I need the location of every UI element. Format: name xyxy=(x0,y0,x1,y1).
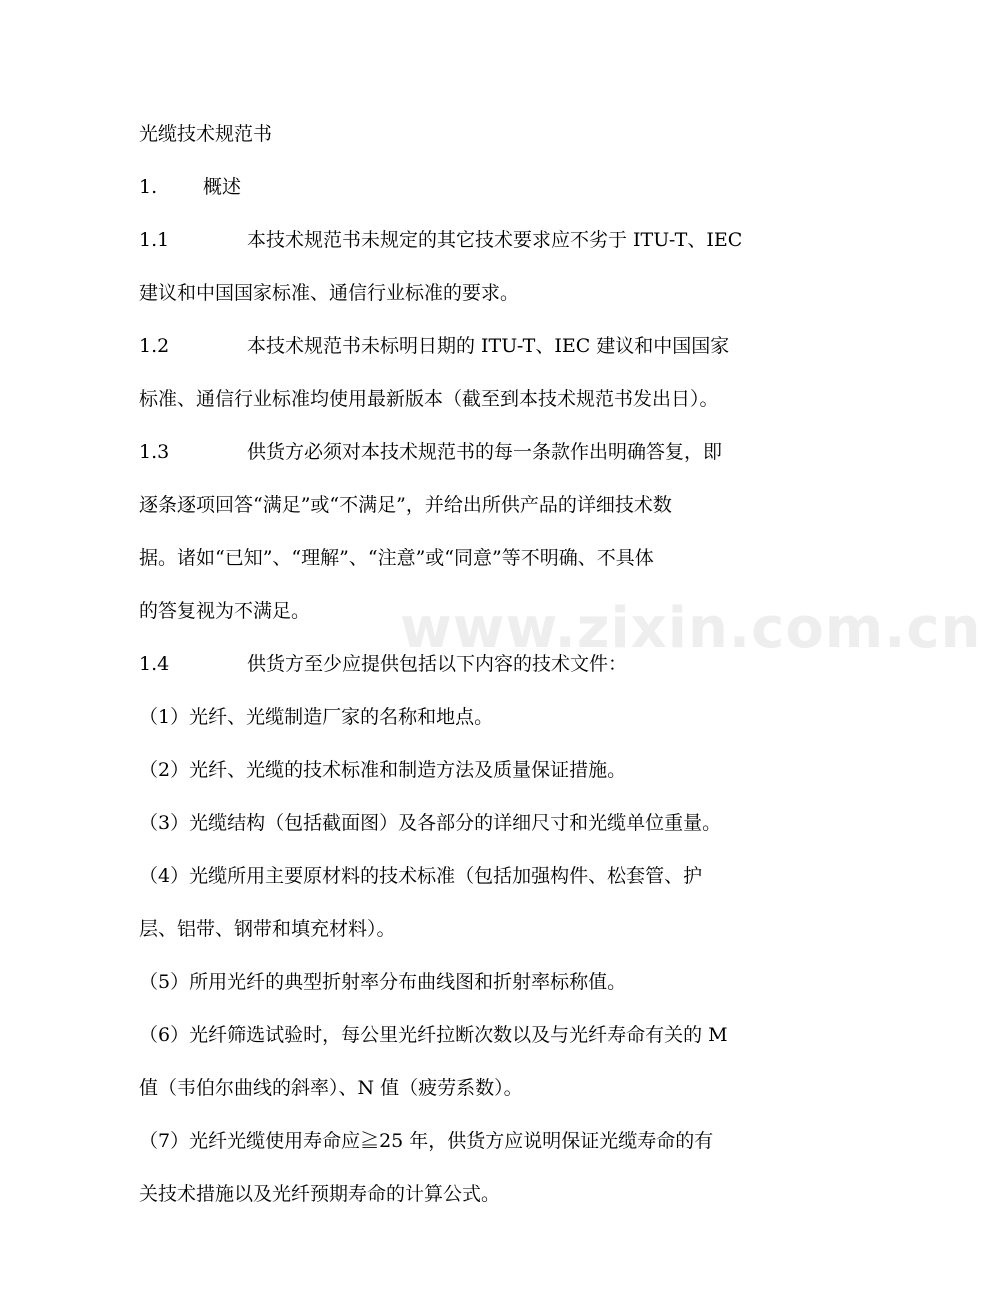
clause-line: 据。诸如“已知”、“理解”、“注意”或“同意”等不明确、不具体 xyxy=(139,547,654,569)
section-label: 概述 xyxy=(203,176,242,198)
section-number: 1. xyxy=(139,176,158,198)
clause-first-line xyxy=(139,224,783,256)
clause-line: 标准、通信行业标准均使用最新版本（截至到本技术规范书发出日）。 xyxy=(139,388,719,410)
clause-number: 1.3 xyxy=(139,441,170,463)
document-body xyxy=(139,118,783,1231)
clause-number: 1.1 xyxy=(139,229,170,251)
list-item-line: （7）光纤光缆使用寿命应≧25 年，供货方应说明保证光缆寿命的有 xyxy=(139,1130,714,1152)
clause-text: 供货方必须对本技术规范书的每一条款作出明确答复，即 xyxy=(247,441,723,463)
clause-text: 本技术规范书未规定的其它技术要求应不劣于 ITU-T、IEC xyxy=(247,229,743,251)
clause-number: 1.2 xyxy=(139,335,170,357)
list-item-line: （1）光纤、光缆制造厂家的名称和地点。 xyxy=(139,706,494,728)
list-item-line: （5）所用光纤的典型折射率分布曲线图和折射率标称值。 xyxy=(139,971,627,993)
document-title: 光缆技术规范书 xyxy=(139,123,273,145)
watermark: www.zixin.com.cn xyxy=(400,596,982,661)
list-item-line: （2）光纤、光缆的技术标准和制造方法及质量保证措施。 xyxy=(139,759,627,781)
clause-continuation xyxy=(139,383,783,415)
list-item-line: （3）光缆结构（包括截面图）及各部分的详细尺寸和光缆单位重量。 xyxy=(139,812,722,834)
section-heading-1 xyxy=(139,171,783,203)
list-item xyxy=(139,860,783,945)
list-item-line: （6）光纤筛选试验时，每公里光纤拉断次数以及与光纤寿命有关的 M xyxy=(139,1024,728,1046)
list-item xyxy=(139,966,783,998)
list-item xyxy=(139,807,783,839)
clause-first-line xyxy=(139,436,783,468)
clause-text: 本技术规范书未标明日期的 ITU-T、IEC 建议和中国国家 xyxy=(247,335,730,357)
clause-1-3 xyxy=(139,436,783,627)
clause-continuation xyxy=(139,489,783,627)
clause-text: 供货方至少应提供包括以下内容的技术文件： xyxy=(247,653,628,675)
clause-continuation xyxy=(139,277,783,309)
clause-first-line xyxy=(139,330,783,362)
list-item-line: 层、铝带、钢带和填充材料）。 xyxy=(139,918,396,940)
list-item xyxy=(139,1019,783,1104)
clause-line: 建议和中国国家标准、通信行业标准的要求。 xyxy=(139,282,520,304)
clause-line: 逐条逐项回答“满足”或“不满足”，并给出所供产品的详细技术数 xyxy=(139,494,672,516)
list-item xyxy=(139,754,783,786)
list-item-line: 关技术措施以及光纤预期寿命的计算公式。 xyxy=(139,1183,501,1205)
clause-1-2 xyxy=(139,330,783,415)
clause-line: 的答复视为不满足。 xyxy=(139,600,311,622)
list-item xyxy=(139,701,783,733)
list-item-line: 值（韦伯尔曲线的斜率）、N 值（疲劳系数）。 xyxy=(139,1077,523,1099)
list-item-line: （4）光缆所用主要原材料的技术标准（包括加强构件、松套管、护 xyxy=(139,865,703,887)
clause-1-1 xyxy=(139,224,783,309)
clause-first-line xyxy=(139,648,783,680)
clause-number: 1.4 xyxy=(139,653,170,675)
list-item xyxy=(139,1125,783,1210)
clause-1-4 xyxy=(139,648,783,680)
